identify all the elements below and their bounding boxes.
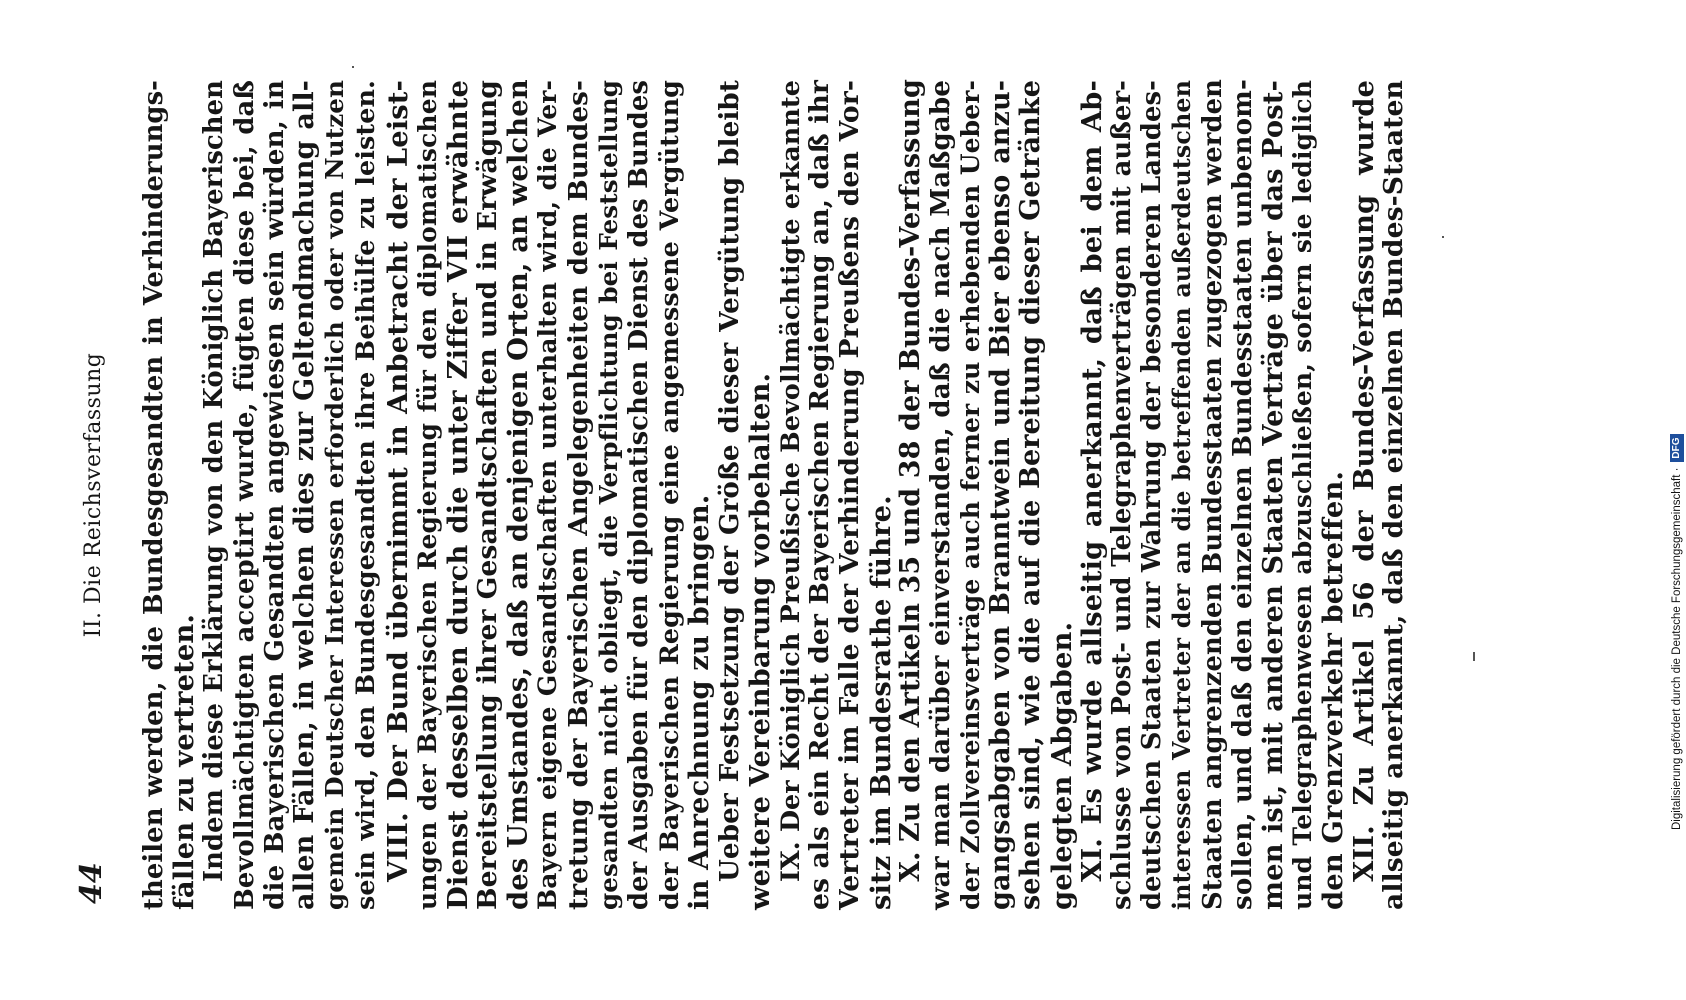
scan-speck <box>1473 652 1475 661</box>
text-line: schlusse von Post- und Telegraphenverträgen mit außer- <box>1107 80 1137 910</box>
page-number: 44 <box>74 862 109 904</box>
text-line: ungen der Bayerischen Regierung für den diplomatischen <box>412 80 442 910</box>
text-line: VIII. Der Bund übernimmt in Anbetracht der Leist- <box>381 80 414 882</box>
text-line: deutschen Staaten zur Wahrung der besonderen Landes- <box>1137 80 1168 910</box>
text-line: gelegten Abgaben. <box>1045 621 1078 910</box>
text-line: theilen werden, die Bundesgesandten in Verhinderungs- <box>139 80 169 910</box>
text-line: des Umstandes, daß an denjenigen Orten, an welchen <box>502 79 535 910</box>
text-line: Indem diese Erklärung von den Königlich Bayerischen <box>199 80 230 882</box>
body-text <box>139 80 1409 910</box>
text-line: men ist, mit anderen Staaten Verträge über das Post- <box>1256 80 1289 910</box>
text-line: IX. Der Königlich Preußische Bevollmächtigte erkannte <box>774 80 805 882</box>
text-line: und Telegraphenwesen abzuschließen, sofern sie lediglich <box>1288 80 1318 910</box>
text-line: allen Fällen, in welchen dies zur Geltendmachung all- <box>288 80 320 910</box>
text-line: Ueber Festsetzung der Größe dieser Vergütung bleibt <box>713 80 745 882</box>
text-line: Vertreter im Falle der Verhinderung Preußens den Vor- <box>834 80 866 910</box>
text-line: interessen Vertreter der an die betreffenden außerdeutschen <box>1168 80 1197 910</box>
scan-speck <box>1442 236 1444 238</box>
scan-speck <box>352 66 354 68</box>
text-line: sehen sind, wie die auf die Bereitung dieser Getränke <box>1015 80 1047 910</box>
text-line: den Grenzverkehr betreffen. <box>1317 470 1350 910</box>
text-line: gesandten nicht obliegt, die Verpflichtung bei Feststellung <box>593 80 623 910</box>
text-line: XI. Es wurde allseitig anerkannt, daß bei dem Ab- <box>1075 80 1108 882</box>
text-line: Staaten angrenzenden Bundesstaaten zugezogen werden <box>1197 79 1228 910</box>
text-line: die Bayerischen Gesandten angewiesen sein würden, in <box>258 80 290 910</box>
text-line: gangsabgaben von Branntwein und Bier ebenso anzu- <box>985 80 1017 910</box>
text-line: X. Zu den Artikeln 35 und 38 der Bundes-Verfassung <box>894 79 926 882</box>
text-line: fällen zu vertreten. <box>168 613 201 910</box>
text-line: Bayern eigene Gesandtschaften unterhalten wird, die Ver- <box>533 80 563 910</box>
text-line: XII. Zu Artikel 56 der Bundes-Verfassung wurde <box>1347 80 1380 882</box>
running-head: II. Die Reichsverfassung <box>81 352 106 638</box>
text-line: sollen, und daß den einzelnen Bundesstaaten unbenom- <box>1226 79 1258 910</box>
text-line: der Zollvereinsverträge auch ferner zu erhebenden Ueber- <box>956 80 986 910</box>
text-line: Dienst desselben durch die unter Ziffer VII erwähnte <box>441 80 474 910</box>
credit-text: Digitalisierung gefördert durch die Deutsche Forschungsgemeinschaft · <box>1671 467 1683 830</box>
text-line: Bevollmächtigten acceptirt wurde, fügten diese bei, daß <box>229 80 260 910</box>
text-line: der Ausgaben für den diplomatischen Dienst des Bundes <box>624 80 654 910</box>
text-line: sein wird, den Bundesgesandten ihre Beihülfe zu leisten. <box>350 80 381 910</box>
text-line: tretung der Bayerischen Angelegenheiten dem Bundes- <box>562 80 594 910</box>
text-line: in Anrechnung zu bringen. <box>683 494 716 910</box>
text-line: Bereitstellung ihrer Gesandtschaften und in Erwägung <box>472 80 504 910</box>
text-line: der Bayerischen Regierung eine angemessene Vergütung <box>654 80 685 910</box>
text-line: gemein Deutscher Interessen erforderlich oder von Nutzen <box>320 80 350 910</box>
scanned-book-page <box>74 79 1497 910</box>
text-line: allseitig anerkannt, daß den einzelnen Bundes-Staaten <box>1377 80 1409 910</box>
text-line: sitz im Bundesrathe führe. <box>864 495 897 910</box>
text-line: weitere Vereinbarung vorbehalten. <box>743 372 776 910</box>
dfg-logo: DFG <box>1670 434 1684 461</box>
text-line: es als ein Recht der Bayerischen Regierung an, daß ihr <box>804 80 836 910</box>
text-line: war man darüber einverstanden, daß die nach Maßgabe <box>924 80 956 910</box>
digitization-credit <box>1670 10 1684 830</box>
